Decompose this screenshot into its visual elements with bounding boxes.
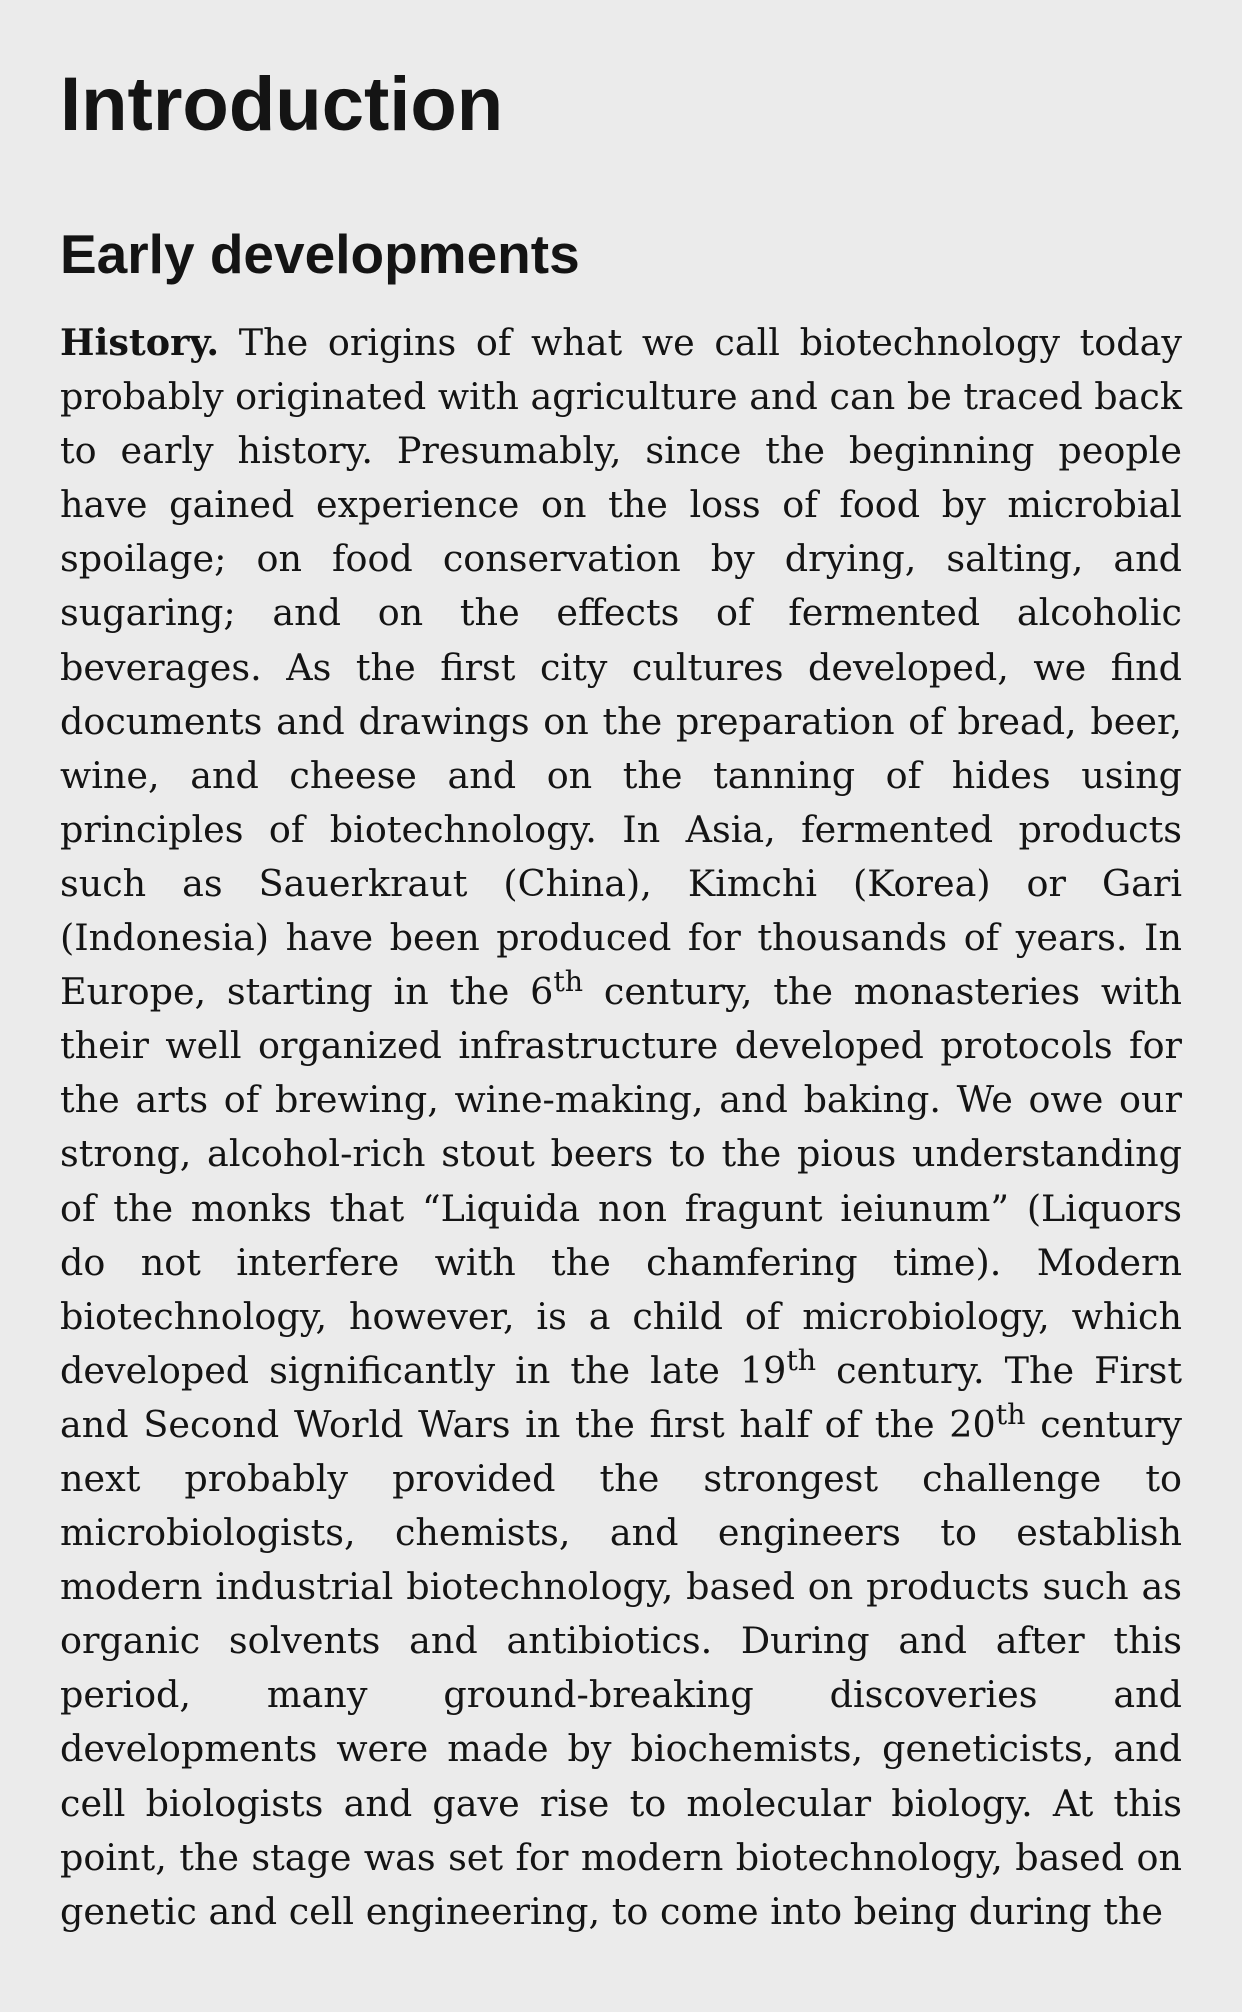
body-paragraph xyxy=(60,316,1182,1939)
superscript-th-1: th xyxy=(553,965,584,999)
superscript-th-3: th xyxy=(995,1398,1026,1432)
chapter-title: Introduction xyxy=(60,62,504,147)
book-page xyxy=(60,0,1182,1939)
run-in-heading: History. xyxy=(60,321,220,364)
section-title: Early developments xyxy=(60,223,580,285)
paragraph-text-2: century, the monasteries with their well organized infrastructure developed protocols for the arts of brewing, wine-making, and baking. We owe our strong, alcohol-rich stout beers to the pious understanding of the monks that “Liquida non fragunt ieiunum” (Liquors do not interfere with the chamfering time). Modern biotechnology, however, is a child of microbiology, which developed significantly in the late 19 xyxy=(60,970,1182,1392)
superscript-th-2: th xyxy=(786,1343,817,1377)
paragraph-text-4: century next probably provided the strongest challenge to microbiologists, chemists, and engineers to establish modern industrial biotechnology, based on products such as organic solvents and antibiotics. During and after this period, many ground-breaking discoveries and developments were made by biochemists, geneticists, and cell biologists and gave rise to molecular biology. At this point, the stage was set for modern biotechnology, based on genetic and cell engineering, to come into being during the xyxy=(60,1402,1183,1933)
paragraph-text-3: century. The First and Second World Wars in the first half of the 20 xyxy=(60,1348,1182,1446)
paragraph-text-1: The origins of what we call biotechnology today probably originated with agriculture and can be traced back to early history. Presumably, since the beginning people have gained experience on the loss of food by microbial spoilage; on food conservation by drying, salting, and sugaring; and on the effects of fermented alcoholic beverages. As the first city cultures developed, we find documents and drawings on the preparation of bread, beer, wine, and cheese and on the tanning of hides using principles of biotechnology. In Asia, fermented products such as Sauerkraut (China), Kimchi (Korea) or Gari (Indonesia) have been produced for thousands of years. In Europe, starting in the 6 xyxy=(60,321,1182,1014)
